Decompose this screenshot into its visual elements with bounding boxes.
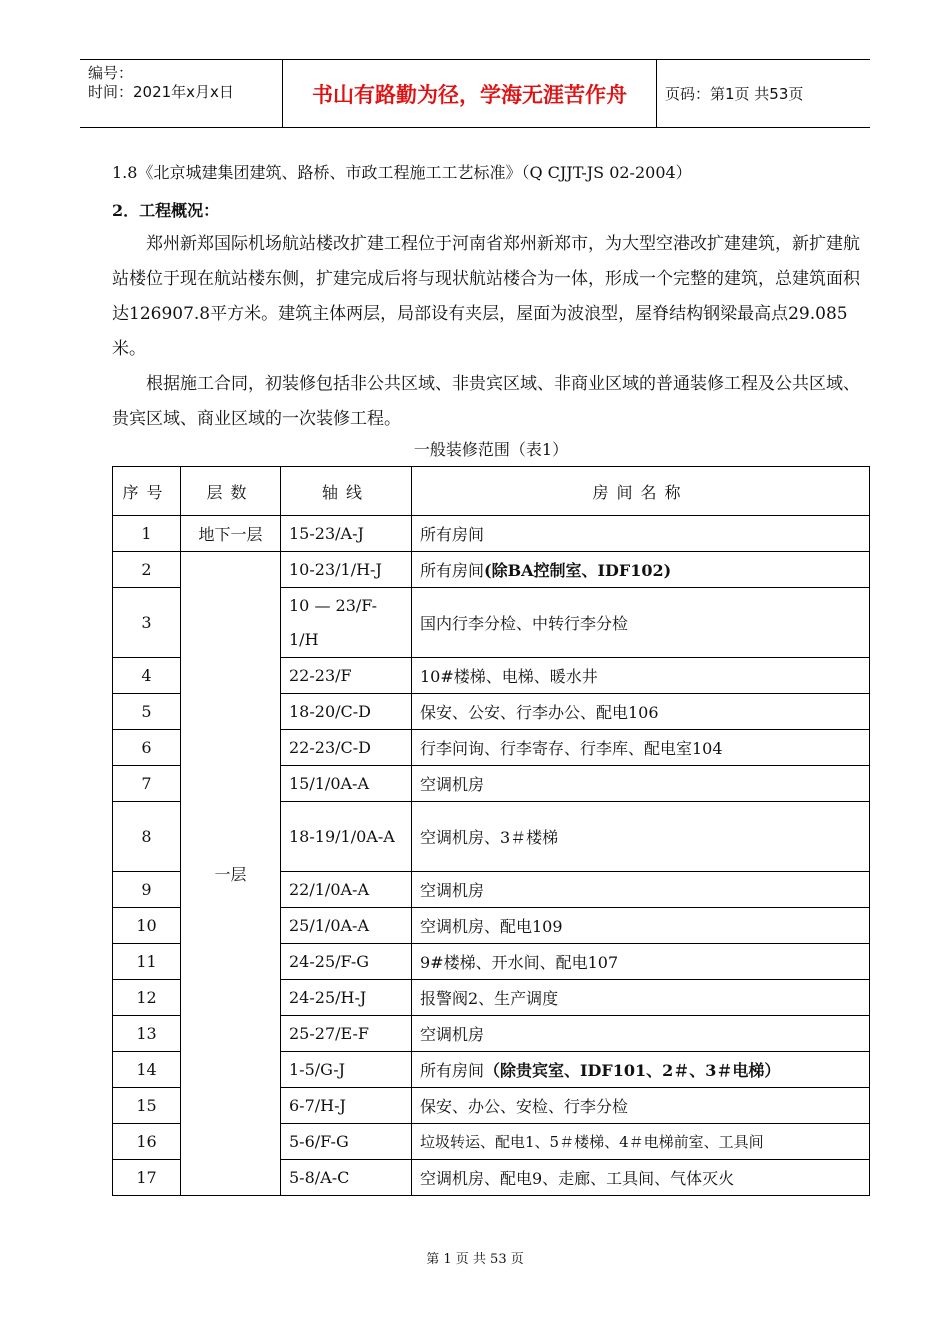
room-exclusion: (除BA控制室、IDF102)	[484, 561, 672, 580]
axis-cell: 22-23/C-D	[281, 730, 412, 766]
row-number: 8	[113, 802, 181, 872]
row-number: 10	[113, 908, 181, 944]
column-header-room: 房间名称	[412, 467, 870, 516]
axis-cell: 5-8/A-C	[281, 1160, 412, 1196]
room-cell	[412, 516, 870, 552]
room-cell	[412, 1052, 870, 1088]
floor-cell: 地下一层	[181, 516, 281, 552]
row-number: 11	[113, 944, 181, 980]
row-number: 7	[113, 766, 181, 802]
room-name: 空调机房、配电9、走廊、工具间、气体灭火	[420, 1169, 735, 1188]
page-footer: 第 1 页 共 53 页	[426, 1252, 524, 1267]
paragraph-text: 郑州新郑国际机场航站楼改扩建工程位于河南省郑州新郑市，为大型空港改扩建建筑，新扩建航站楼位于现在航站楼东侧，扩建完成后将与现状航站楼合为一体，形成一个完整的建筑，总建筑面积达126907.8平方米。建筑主体两层，局部设有夹层，屋面为波浪型，屋脊结构钢梁最高点29.085米。	[112, 234, 860, 359]
header-page-info: 页码：第1页 共53页	[665, 85, 804, 103]
room-cell	[412, 588, 870, 658]
row-number: 13	[113, 1016, 181, 1052]
axis-cell: 1-5/G-J	[281, 1052, 412, 1088]
room-name: 空调机房	[420, 775, 485, 794]
room-name: 空调机房、配电109	[420, 917, 563, 936]
table-caption: 一般装修范围（表1）	[413, 440, 569, 459]
table-row	[113, 552, 870, 588]
paragraph	[112, 227, 872, 367]
axis-cell: 22/1/0A-A	[281, 872, 412, 908]
room-name: 空调机房	[420, 1025, 485, 1044]
room-name: 国内行李分检、中转行李分检	[420, 614, 629, 633]
room-name: 保安、公安、行李办公、配电106	[420, 703, 659, 722]
room-name: 所有房间	[420, 561, 485, 580]
room-cell	[412, 980, 870, 1016]
axis-cell: 15/1/0A-A	[281, 766, 412, 802]
axis-cell: 22-23/F	[281, 658, 412, 694]
room-cell	[412, 658, 870, 694]
axis-cell: 18-19/1/0A-A	[281, 802, 412, 872]
section-heading: 2．工程概况：	[112, 201, 220, 220]
room-cell	[412, 1088, 870, 1124]
row-number: 6	[113, 730, 181, 766]
table-row	[113, 516, 870, 552]
column-header-no: 序号	[113, 467, 181, 516]
room-name: 10#楼梯、电梯、暖水井	[420, 667, 598, 686]
room-name: 9#楼梯、开水间、配电107	[420, 953, 619, 972]
column-header-floor: 层数	[181, 467, 281, 516]
document-number-label: 编号：	[88, 64, 134, 82]
room-name: 空调机房、3＃楼梯	[420, 828, 559, 847]
row-number: 14	[113, 1052, 181, 1088]
axis-cell: 6-7/H-J	[281, 1088, 412, 1124]
room-cell	[412, 944, 870, 980]
axis-cell: 10-23/1/H-J	[281, 552, 412, 588]
page-header	[80, 59, 870, 128]
table-header-row	[113, 467, 870, 516]
reference-standard: 1.8《北京城建集团建筑、路桥、市政工程施工工艺标准》（Q CJJT-JS 02-2004）	[112, 163, 692, 182]
paragraph-text: 根据施工合同，初装修包括非公共区域、非贵宾区域、非商业区域的普通装修工程及公共区域、贵宾区域、商业区域的一次装修工程。	[112, 374, 860, 429]
paragraph	[112, 367, 872, 437]
axis-cell: 5-6/F-G	[281, 1124, 412, 1160]
header-motto: 书山有路勤为径，学海无涯苦作舟	[312, 82, 627, 107]
room-cell	[412, 694, 870, 730]
room-name: 空调机房	[420, 881, 485, 900]
room-name: 行李问询、行李寄存、行李库、配电室104	[420, 739, 723, 758]
room-cell	[412, 1124, 870, 1160]
axis-cell: 18-20/C-D	[281, 694, 412, 730]
row-number: 15	[113, 1088, 181, 1124]
column-header-axis: 轴线	[281, 467, 412, 516]
floor-cell: 一层	[181, 552, 281, 1196]
header-meta	[88, 64, 234, 102]
room-cell	[412, 730, 870, 766]
row-number: 12	[113, 980, 181, 1016]
row-number: 16	[113, 1124, 181, 1160]
row-number: 9	[113, 872, 181, 908]
room-name: 垃圾转运、配电1、5＃楼梯、4＃电梯前室、工具间	[420, 1133, 764, 1151]
room-cell	[412, 552, 870, 588]
axis-cell: 24-25/H-J	[281, 980, 412, 1016]
row-number: 1	[113, 516, 181, 552]
room-cell	[412, 802, 870, 872]
row-number: 5	[113, 694, 181, 730]
room-cell	[412, 872, 870, 908]
room-name: 保安、办公、安检、行李分检	[420, 1097, 629, 1116]
room-name: 所有房间	[420, 525, 485, 544]
axis-cell: 25/1/0A-A	[281, 908, 412, 944]
document-time: 时间：2021年x月x日	[88, 83, 234, 101]
axis-cell: 24-25/F-G	[281, 944, 412, 980]
axis-cell: 25-27/E-F	[281, 1016, 412, 1052]
room-exclusion: （除贵宾室、IDF101、2＃、3＃电梯）	[484, 1061, 781, 1080]
room-name: 报警阀2、生产调度	[420, 989, 559, 1008]
room-name: 所有房间	[420, 1061, 485, 1080]
room-cell	[412, 908, 870, 944]
room-cell	[412, 766, 870, 802]
axis-cell: 10 — 23/F-1/H	[281, 588, 412, 658]
row-number: 4	[113, 658, 181, 694]
decoration-scope-table	[112, 466, 870, 1196]
room-cell	[412, 1160, 870, 1196]
row-number: 17	[113, 1160, 181, 1196]
room-cell	[412, 1016, 870, 1052]
row-number: 3	[113, 588, 181, 658]
row-number: 2	[113, 552, 181, 588]
axis-cell: 15-23/A-J	[281, 516, 412, 552]
